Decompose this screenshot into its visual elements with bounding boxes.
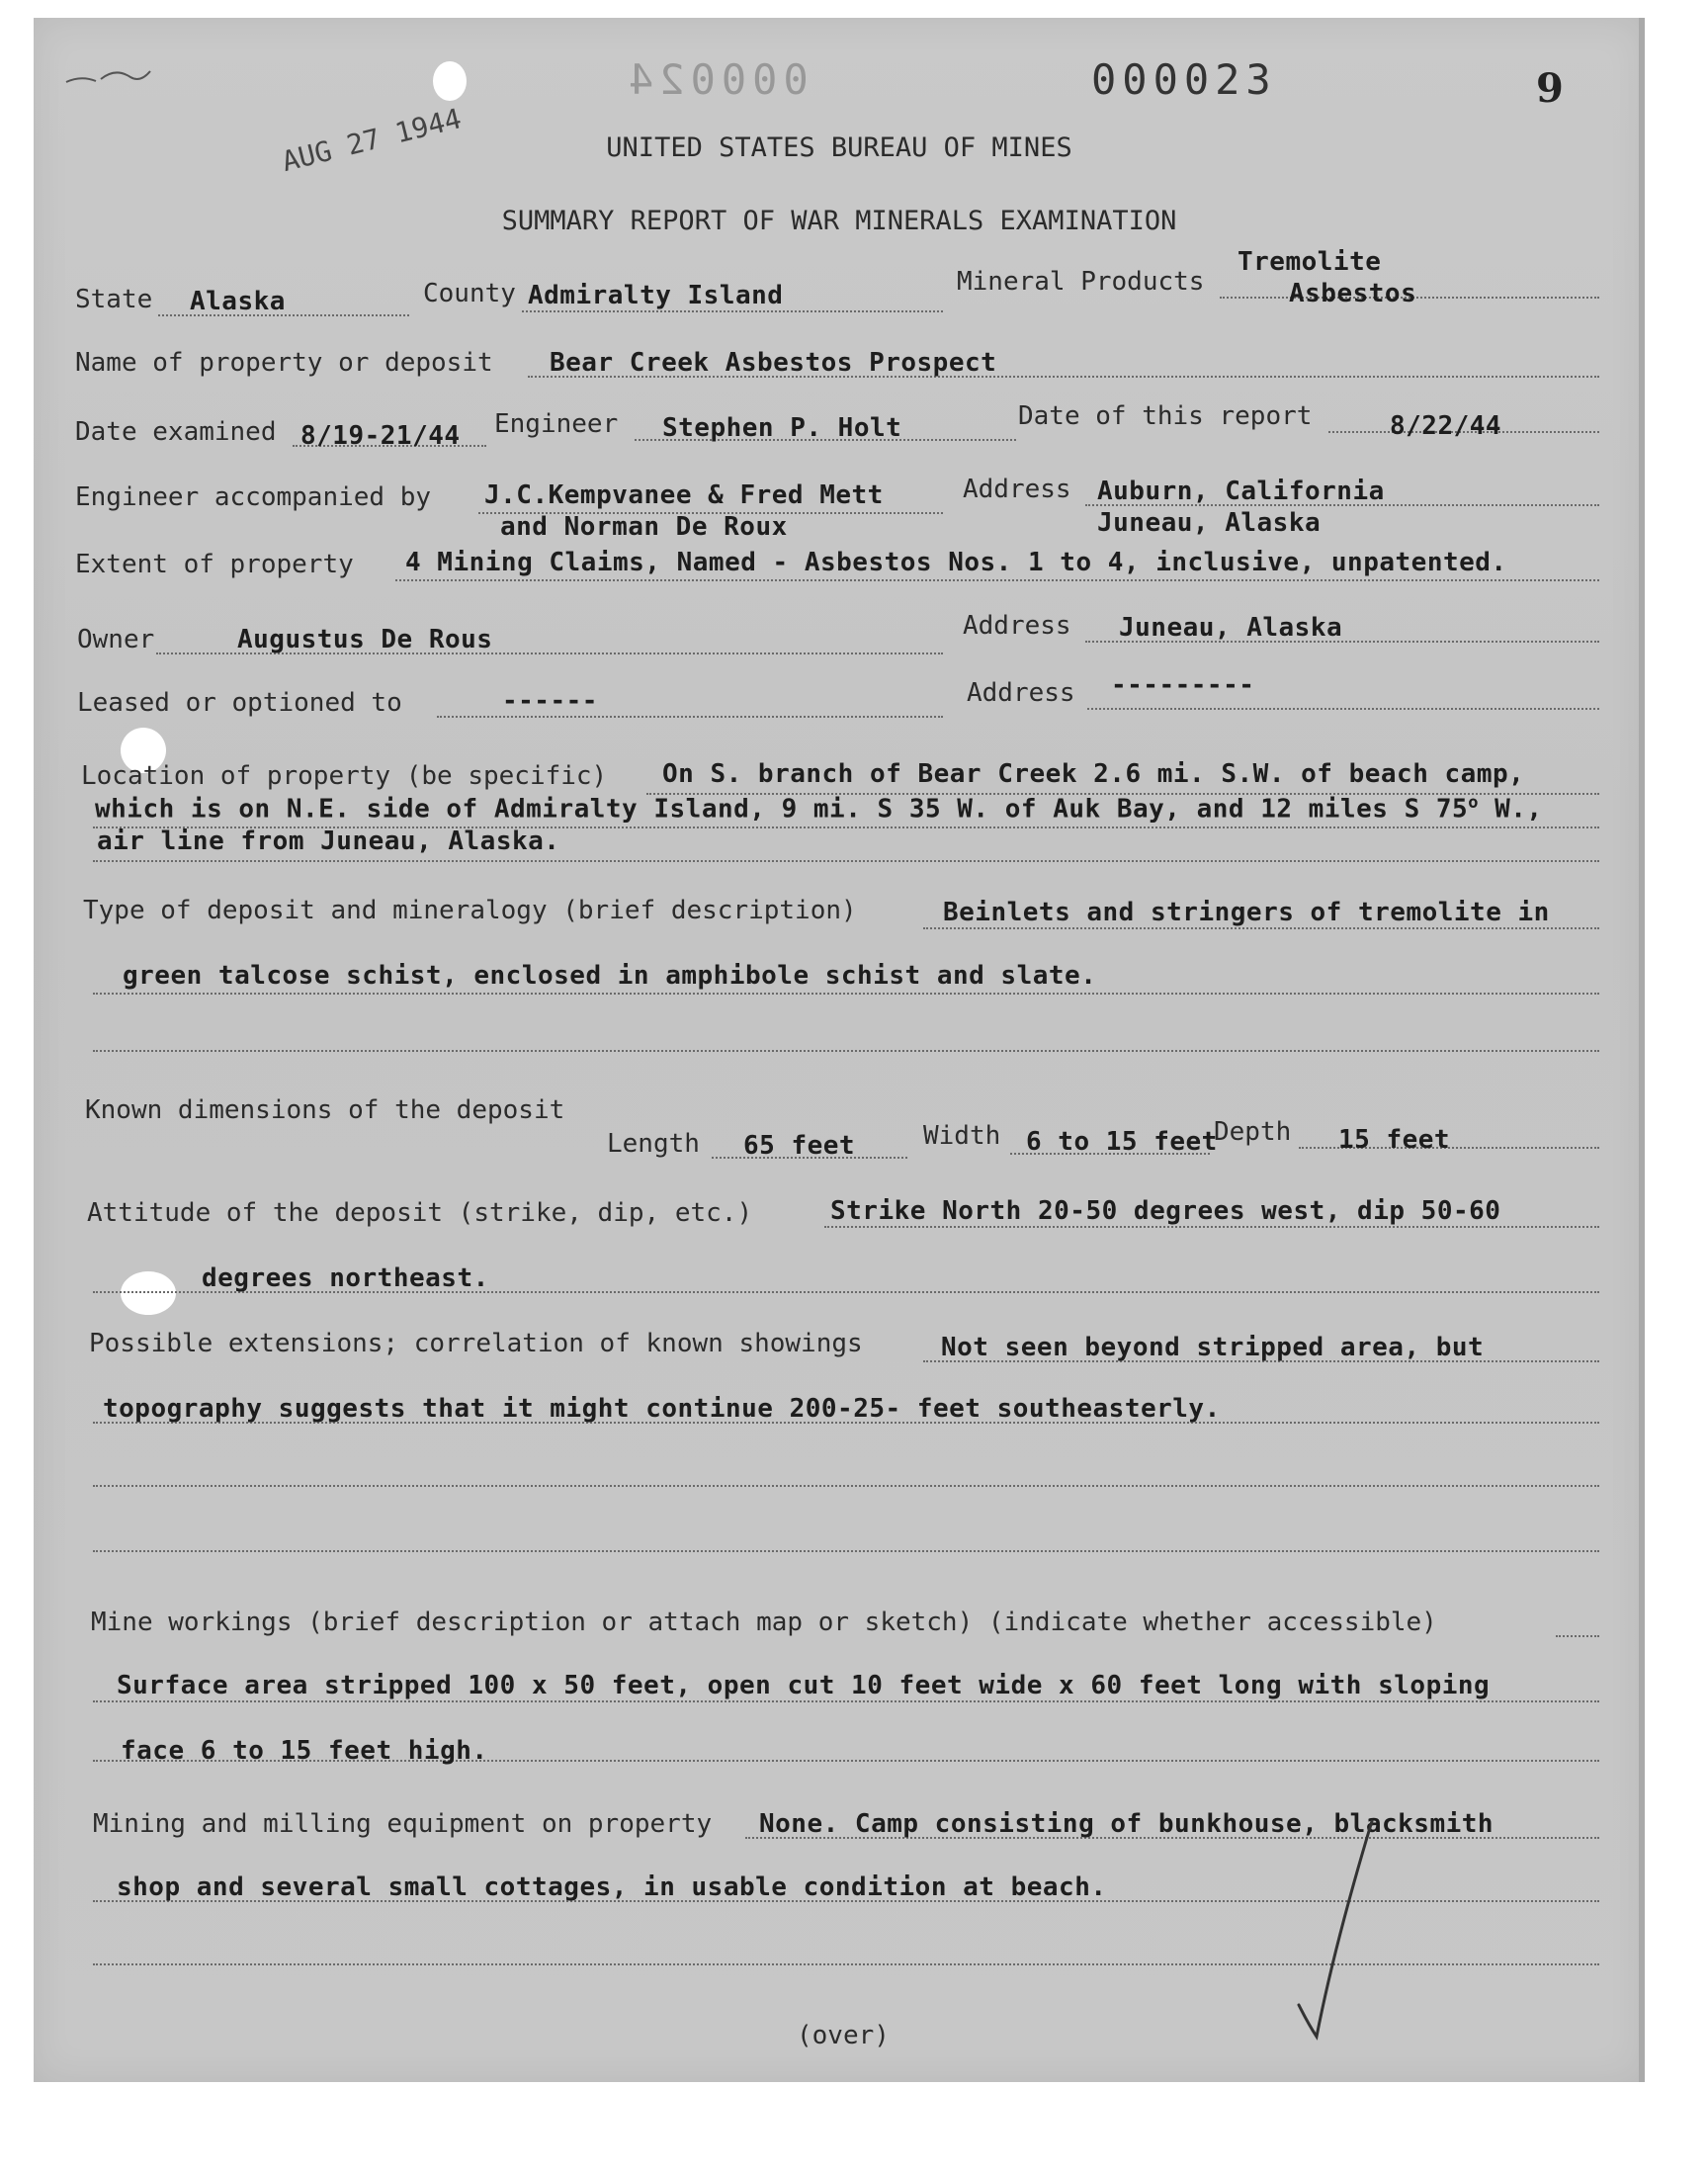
- over-label: (over): [797, 2021, 890, 2050]
- county-value: Admiralty Island: [528, 281, 784, 310]
- extent-label: Extent of property: [75, 550, 354, 579]
- extensions-line-3: [93, 1485, 1599, 1487]
- leased-line: [437, 716, 943, 718]
- location-value-3: air line from Juneau, Alaska.: [97, 826, 560, 856]
- leased-address-line: [1087, 708, 1599, 710]
- accompanied-value-2: and Norman De Roux: [500, 512, 788, 542]
- dimensions-label: Known dimensions of the deposit: [85, 1095, 565, 1125]
- accompanied-label: Engineer accompanied by: [75, 482, 432, 512]
- owner-address-value: Juneau, Alaska: [1119, 613, 1343, 643]
- width-value: 6 to 15 feet: [1026, 1127, 1218, 1157]
- accompanied-address-label: Address: [963, 475, 1071, 504]
- extensions-line-4: [93, 1550, 1599, 1552]
- state-label: State: [75, 285, 153, 314]
- leased-address-value: ---------: [1111, 670, 1255, 700]
- date-examined-value: 8/19-21/44: [300, 421, 461, 451]
- workings-value-1: Surface area stripped 100 x 50 feet, open cut 10 feet wide x 60 feet long with sloping: [117, 1671, 1491, 1700]
- report-title: SUMMARY REPORT OF WAR MINERALS EXAMINATION: [501, 206, 1177, 236]
- engineer-label: Engineer: [494, 409, 619, 439]
- type-value-1: Beinlets and stringers of tremolite in: [943, 898, 1550, 927]
- property-name-value: Bear Creek Asbestos Prospect: [550, 348, 997, 378]
- state-value: Alaska: [190, 287, 286, 316]
- date-examined-label: Date examined: [75, 417, 277, 447]
- owner-address-label: Address: [963, 611, 1071, 641]
- check-mark: [1295, 1817, 1384, 2044]
- page-number: 9: [1536, 65, 1564, 112]
- type-line-1: [923, 927, 1599, 929]
- report-sheet: [34, 18, 1645, 2082]
- extent-line: [395, 579, 1599, 581]
- length-label: Length: [607, 1129, 700, 1159]
- mineral-products-value-2: Asbestos: [1289, 279, 1417, 308]
- type-line-3: [93, 1050, 1599, 1052]
- ghost-serial: 000024: [623, 55, 809, 104]
- workings-line-1: [93, 1700, 1599, 1702]
- extent-value: 4 Mining Claims, Named - Asbestos Nos. 1 to 4, inclusive, unpatented.: [405, 548, 1507, 577]
- equipment-label: Mining and milling equipment on property: [93, 1809, 713, 1839]
- attitude-line-1: [824, 1226, 1599, 1228]
- equipment-value-2: shop and several small cottages, in usable condition at beach.: [117, 1872, 1107, 1902]
- extensions-label: Possible extensions; correlation of known showings: [89, 1329, 863, 1358]
- leased-label: Leased or optioned to: [77, 688, 402, 718]
- owner-value: Augustus De Rous: [237, 625, 493, 654]
- length-value: 65 feet: [743, 1131, 856, 1161]
- location-label: Location of property (be specific): [81, 761, 608, 791]
- workings-label: Mine workings (brief description or attach map or sketch) (indicate whether accessible): [91, 1608, 1437, 1637]
- depth-value: 15 feet: [1338, 1125, 1451, 1155]
- attitude-value-1: Strike North 20-50 degrees west, dip 50-60: [830, 1196, 1501, 1226]
- punch-hole-lower: [121, 1271, 176, 1315]
- extensions-value-1: Not seen beyond stripped area, but: [941, 1333, 1485, 1362]
- engineer-value: Stephen P. Holt: [662, 413, 902, 443]
- type-line-2: [93, 993, 1599, 995]
- punch-hole-top: [433, 61, 467, 101]
- date-report-label: Date of this report: [1018, 401, 1313, 431]
- accompanied-address-value-1: Auburn, California: [1097, 477, 1385, 506]
- type-label: Type of deposit and mineralogy (brief description): [83, 896, 857, 925]
- leased-value: ------: [502, 686, 598, 716]
- attitude-label: Attitude of the deposit (strike, dip, etc.): [87, 1198, 753, 1228]
- accompanied-address-value-2: Juneau, Alaska: [1097, 508, 1322, 538]
- date-stamp: AUG 27 1944: [279, 102, 465, 179]
- location-line-3: [93, 860, 1599, 862]
- equipment-value-1: None. Camp consisting of bunkhouse, blacksmith: [759, 1809, 1494, 1839]
- width-label: Width: [923, 1121, 1001, 1151]
- date-report-value: 8/22/44: [1390, 411, 1502, 441]
- scribble-mark: [61, 57, 160, 97]
- property-name-label: Name of property or deposit: [75, 348, 493, 378]
- mineral-products-value-1: Tremolite: [1238, 247, 1382, 277]
- location-value-2: which is on N.E. side of Admiralty Island, 9 mi. S 35 W. of Auk Bay, and 12 miles S 75$^o$ W.,: [95, 793, 1543, 825]
- county-label: County: [423, 279, 516, 308]
- workings-line-0: [1556, 1635, 1599, 1637]
- leased-address-label: Address: [967, 678, 1075, 708]
- workings-value-2: face 6 to 15 feet high.: [121, 1736, 488, 1766]
- agency-title: UNITED STATES BUREAU OF MINES: [606, 132, 1072, 163]
- attitude-value-2: degrees northeast.: [202, 1263, 489, 1293]
- mineral-products-label: Mineral Products: [957, 267, 1205, 297]
- county-line: [522, 310, 943, 312]
- location-value-1: On S. branch of Bear Creek 2.6 mi. S.W. of beach camp,: [662, 759, 1525, 789]
- depth-label: Depth: [1214, 1117, 1292, 1147]
- serial-number: 000023: [1091, 55, 1277, 104]
- type-value-2: green talcose schist, enclosed in amphibole schist and slate.: [123, 961, 1097, 991]
- owner-label: Owner: [77, 625, 155, 654]
- accompanied-value-1: J.C.Kempvanee & Fred Mett: [484, 480, 884, 510]
- extensions-value-2: topography suggests that it might continue 200-25- feet southeasterly.: [103, 1394, 1221, 1424]
